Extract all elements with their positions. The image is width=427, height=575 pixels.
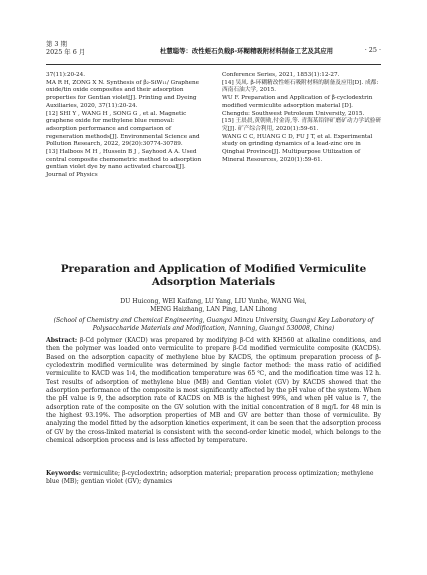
keywords-text: vermiculite; β-cyclodextrin; adsorption material; preparation process optimization; methylene blue (MB); gentian violet (GV); dynamics — [46, 470, 374, 486]
page-header — [46, 40, 381, 65]
reference-entry: [12] SHI Y , WANG H , SONG G , et al. Magnetic graphene oxide for methylene blue removal: adsorption performance and comparison of regeneration methods[J]. Environmental Science and Pollution Research, 2022, 29(20):30774-30789. — [46, 110, 200, 148]
references-left-column — [46, 72, 206, 180]
reference-entry: WANG C C, HUANG C D, FU J T, et al. Experimental study on grinding dynamics of a lead-zinc ore in Qinghai Province[J]. Multipurpose Utilization of Mineral Resources, 2020(1):59-61. — [222, 133, 373, 163]
running-title: 杜慧聪等：改性蛭石负载β-环糊精吸附材料制备工艺及其应用 — [159, 47, 334, 55]
title-line-1: Preparation and Application of Modified Vermiculite — [60, 263, 367, 275]
reference-entry: Conference Series, 2021, 1853(1):12-27. — [222, 72, 340, 78]
affiliation-line-1: (School of Chemistry and Chemical Engineering, Guangxi Minzu University, Guangxi Key Laboratory of — [53, 317, 374, 324]
references-right-column — [222, 72, 382, 164]
reference-entry: 37(11):20-24. — [46, 72, 86, 78]
reference-entry: WU F. Preparation and Application of β-cyclodextrin modified vermiculite adsorption material [D]. Chengdu: Southwest Petroleum University, 2015. — [222, 95, 373, 117]
abstract-label: Abstract: — [46, 337, 78, 344]
abstract — [46, 337, 381, 445]
keywords — [46, 470, 381, 487]
reference-entry: MA R H, ZONG X N. Synthesis of β₂-SiW₁₁/ Graphene oxide/tin oxide composites and their adsorption properties for Gentian violet[J]. Printing and Dyeing Auxiliaries, 2020, 37(11):20-24. — [46, 79, 200, 109]
page-number: · 25 · — [364, 46, 381, 54]
issue-number: 第 3 期 — [46, 40, 67, 48]
keywords-label: Keywords: — [46, 470, 82, 477]
issue-info — [46, 40, 85, 56]
affiliation-line-2: Polysaccharide Materials and Modification, Nanning, Guangxi 530008, China) — [92, 325, 335, 333]
reference-entry: [13] Halboos M H , Hussein B J , Sayhood A A. Used central composite chemometric method to adsorption gentian violet dye by nano activated charcoal[J]. Journal of Physics — [46, 149, 202, 179]
article-title — [46, 263, 381, 289]
authors-line-1: DU Huicong, WEI Kaifang, LU Yang, LIU Yunhe, WANG Wei, — [120, 298, 307, 305]
authors-line-2: MENG Haizhang, LAN Ping, LAN Lihong — [150, 306, 277, 314]
affiliation — [46, 317, 381, 334]
author-list — [46, 298, 381, 315]
reference-entry: [15] 王晨晨,黄朝勋,付金涛,等. 青海某铅锌矿磨矿动力学试验研究[J]. 矿产综合利用, 2020(1):59-61. — [222, 118, 382, 132]
title-line-2: Adsorption Materials — [151, 276, 276, 288]
reference-entry: [14] 吴凤. β-环糊精改性蛭石吸附材料的制备及应用[D]. 成都: 西南石油大学, 2015. — [222, 79, 379, 94]
abstract-text: β-Cd polymer (KACD) was prepared by modifying β-Cd with KH560 at alkaline conditions, and then the polymer was loaded onto vermiculite to prepare β-Cd modified vermiculite composite (KACDS). Based on the adsorption capacity of methylene blue by KACDS, the optimum preparation process of β-cyclodextrin modified vermiculite was determined by single factor method: the mass ratio of acidified vermiculite to KACD was 1∶4, the modification temperature was 65 ℃, and the modification time was 12 h. Test results of adsorption of methylene blue (MB) and Gentian violet (GV) by KACDS showed that the adsorption performance of the composite is most significantly affected by the pH value of the system. When the pH value is 9, the adsorption rate of KACDS on MB is the highest 99%, and when pH value is 7, the adsorption rate of the composite on the GV solution with the initial concentration of 8 mg/L for 48 min is the highest 93.19%. The adsorption properties of MB and GV are better than those of vermiculite. By analyzing the model fitted by the adsorption kinetics experiment, it can be seen that the adsorption process of GV by the cross-linked material is consistent with the second-order kinetic model, which belongs to the chemical adsorption process and is less affected by temperature. — [46, 337, 381, 445]
issue-date: 2025 年 6 月 — [46, 48, 86, 56]
